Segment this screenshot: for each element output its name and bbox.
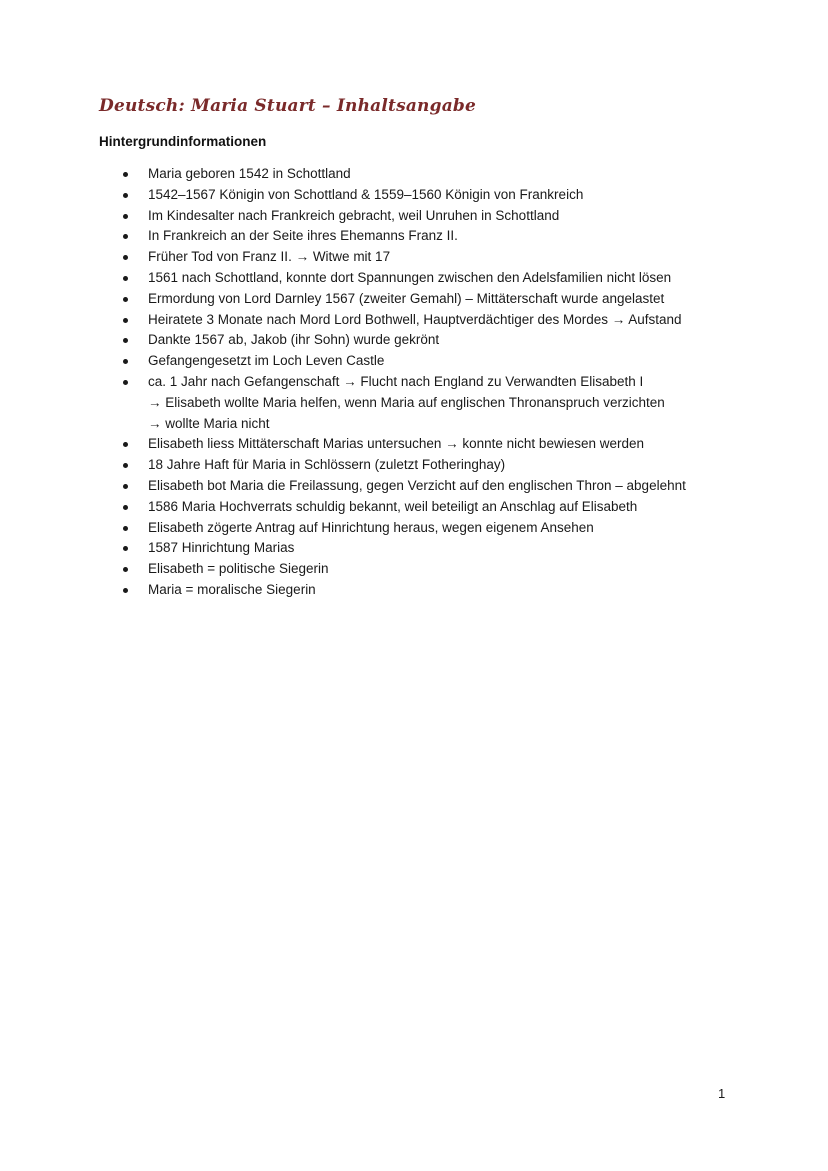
list-item-text: Elisabeth = politische Siegerin: [148, 561, 329, 577]
bullet-dot-icon: [123, 255, 128, 260]
bullet-dot-icon: [123, 463, 128, 468]
bullet-dot-icon: [123, 318, 128, 323]
list-item-text: 1586 Maria Hochverrats schuldig bekannt, weil beteiligt an Anschlag auf Elisabeth: [148, 498, 638, 514]
list-item: [120, 351, 760, 372]
list-item-text: Früher Tod von Franz II. → Witwe mit 17: [148, 249, 391, 265]
list-item: [120, 538, 760, 559]
bullet-dot-icon: [123, 505, 128, 510]
list-item: [120, 289, 760, 310]
list-item: [120, 185, 760, 206]
list-item: [120, 455, 760, 476]
list-item: [120, 164, 760, 185]
list-item: [120, 518, 760, 539]
page-number: 1: [718, 1086, 726, 1101]
list-item: [120, 206, 760, 227]
bullet-dot-icon: [123, 546, 128, 551]
page-title: Deutsch: Maria Stuart – Inhaltsangabe: [99, 96, 477, 116]
section-heading: Hintergrundinformationen: [99, 134, 267, 149]
list-item-text: 18 Jahre Haft für Maria in Schlössern (zuletzt Fotheringhay): [148, 457, 506, 473]
list-item-text: Dankte 1567 ab, Jakob (ihr Sohn) wurde gekrönt: [148, 332, 440, 348]
list-item: [120, 310, 760, 331]
list-item-text: ca. 1 Jahr nach Gefangenschaft → Flucht nach England zu Verwandten Elisabeth I: [148, 373, 644, 389]
list-item-text: 1542–1567 Königin von Schottland & 1559–1560 Königin von Frankreich: [148, 186, 584, 202]
list-item-text: Im Kindesalter nach Frankreich gebracht, weil Unruhen in Schottland: [148, 207, 560, 223]
bullet-dot-icon: [123, 484, 128, 489]
list-item: [120, 580, 760, 601]
bullet-dot-icon: [123, 526, 128, 531]
bullet-dot-icon: [123, 338, 128, 343]
list-item-text: → Elisabeth wollte Maria helfen, wenn Maria auf englischen Thronanspruch verzichten: [148, 394, 665, 410]
list-item-text: Elisabeth bot Maria die Freilassung, gegen Verzicht auf den englischen Thron – abgelehnt: [148, 477, 686, 493]
list-item: [120, 434, 760, 455]
bullet-dot-icon: [123, 214, 128, 219]
list-item-text: Elisabeth zögerte Antrag auf Hinrichtung heraus, wegen eigenem Ansehen: [148, 519, 594, 535]
bullet-dot-icon: [123, 567, 128, 572]
list-item-text: In Frankreich an der Seite ihres Ehemanns Franz II.: [148, 228, 458, 244]
list-item-text: Maria = moralische Siegerin: [148, 581, 316, 597]
bullet-dot-icon: [123, 380, 128, 385]
bullet-dot-icon: [123, 588, 128, 593]
bullet-dot-icon: [123, 359, 128, 364]
list-item-text: Heiratete 3 Monate nach Mord Lord Bothwell, Hauptverdächtiger des Mordes → Aufstand: [148, 311, 682, 327]
bullet-dot-icon: [123, 276, 128, 281]
list-item-text: → wollte Maria nicht: [148, 415, 270, 431]
list-item: [120, 247, 760, 268]
list-item: [120, 226, 760, 247]
bullet-dot-icon: [123, 193, 128, 198]
list-item-text: Elisabeth liess Mittäterschaft Marias untersuchen → konnte nicht bewiesen werden: [148, 436, 644, 452]
list-item-text: Ermordung von Lord Darnley 1567 (zweiter Gemahl) – Mittäterschaft wurde angelastet: [148, 290, 665, 306]
list-item-text: Maria geboren 1542 in Schottland: [148, 166, 351, 181]
list-item: [120, 497, 760, 518]
bullet-dot-icon: [123, 442, 128, 447]
list-item-text: 1587 Hinrichtung Marias: [148, 540, 295, 556]
bullet-dot-icon: [123, 234, 128, 239]
list-item: [120, 476, 760, 497]
list-item: [120, 559, 760, 580]
bullet-dot-icon: [123, 297, 128, 302]
list-item: [120, 268, 760, 289]
bullet-dot-icon: [123, 172, 128, 177]
list-item: [120, 330, 760, 351]
bullet-list: [120, 164, 760, 601]
list-item: [120, 372, 760, 434]
list-item-text: 1561 nach Schottland, konnte dort Spannungen zwischen den Adelsfamilien nicht lösen: [148, 269, 672, 285]
list-item-text: Gefangengesetzt im Loch Leven Castle: [148, 353, 385, 369]
